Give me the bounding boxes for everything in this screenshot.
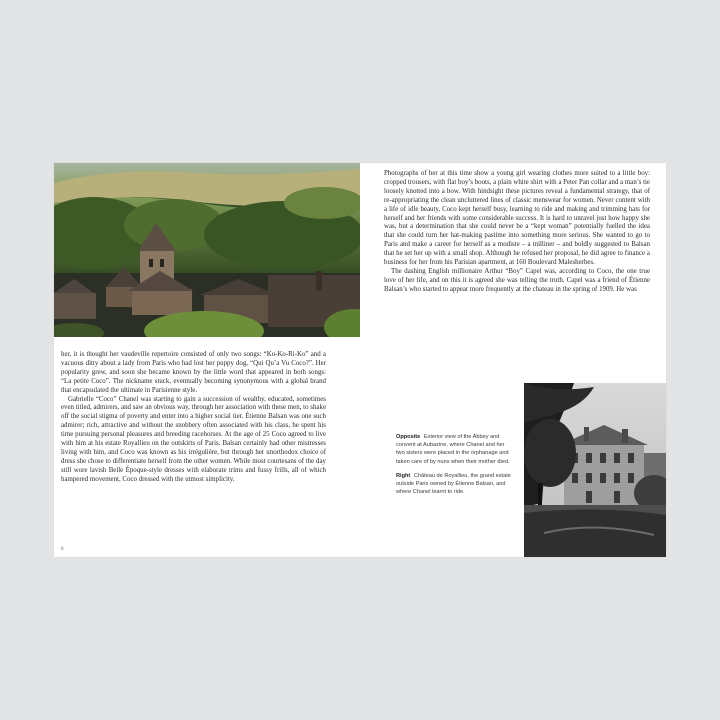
caption-label: Right <box>396 472 411 479</box>
caption-text: Château de Royallieu, the grand estate outside Paris owned by Étienne Balsan, and where Chanel learnt to ride. <box>396 472 511 496</box>
caption-text: Exterior view of the Abbey and convent at Aubazine, where Chanel and her two sisters were placed in the orphanage and taken care of by nuns when their mother died. <box>396 434 510 465</box>
right-body-text <box>384 170 650 295</box>
right-page <box>360 163 666 557</box>
left-paragraph-2: Gabrielle “Coco” Chanel was starting to gain a succession of wealthy, educated, sometimes even titled, admirers, and saw an obvious way, through her association with these men, to shake off the social stigma of poverty and enter into a higher social tier. Étienne Balsan was one such admirer; rich, attractive and without the snobbery often associated with his class, he spent his time pursuing personal pleasures and breeding racehorses. At the age of 25 Coco agreed to live with him at his estate Royallieu on the outskirts of Paris. Balsan certainly had other mistresses living with him, and Coco was known as his irrégulière, but through her unorthodox choice of dress she chose to differentiate herself from the other women. While most courtesans of the day still wore lavish Belle Époque-style dresses with elaborate trims and fussy frills, all of which hampered movement, Coco dressed with the utmost simplicity. <box>61 395 326 483</box>
left-paragraph-1: her, it is thought her vaudeville repertoire consisted of only two songs: “Ko-Ko-Ri-Ko” and a vacuous ditty about a lady from Paris who had lost her puppy dog, “Qui Qu’a Vu Coco?”. Her popularity grew, and soon she became known by the little word that appeared in both songs: “La petite Coco”. The nickname stuck, eventually becoming synonymous with a global brand that encapsulated the ultimate in Parisienne style. <box>61 351 326 394</box>
page-number: 6 <box>61 547 64 552</box>
right-paragraph-1: Photographs of her at this time show a young girl wearing clothes more suited to a little boy: cropped trousers, with flat boy’s boots, a plain white shirt with a Peter Pan collar and a man’s tie loosely knotted into a bow. With hindsight these pictures reveal a fundamental strategy, that of re-appropriating the clean uncluttered lines of classic menswear for women. Never content with a life of idle beauty, Coco kept herself busy, learning to ride and making and trimming hats for herself and her friends with some considerable success. It is hard to unravel just how happy she was, but a determination that she could never be a “kept woman” potentially fuelled the idea that she could turn her hat-making pastime into something more serious. She wanted to go to Paris and make a career for herself as a modiste – a milliner – and boldly suggested to Balsan that he set her up with a small shop. Although he refused her proposal, he did agree to finance a business for her from his Parisian apartment, at 160 Boulevard Malesherbes. <box>384 170 650 267</box>
caption-opposite <box>396 433 514 466</box>
chateau-royallieu-photo <box>524 383 666 557</box>
abbey-village-landscape-photo <box>54 163 360 337</box>
right-paragraph-2: The dashing English millionaire Arthur “Boy” Capel was, according to Coco, the one true love of her life, and on this it is agreed she was telling the truth. Capel was a friend of Étienne Balsan’s who started to appear more frequently at the chateau in the spring of 1909. He was <box>384 267 650 293</box>
book-spread <box>54 163 666 557</box>
caption-right <box>396 472 514 497</box>
left-page <box>54 163 360 557</box>
caption-label: Opposite <box>396 434 421 440</box>
photo-captions <box>396 433 514 502</box>
left-body-text <box>61 351 326 485</box>
